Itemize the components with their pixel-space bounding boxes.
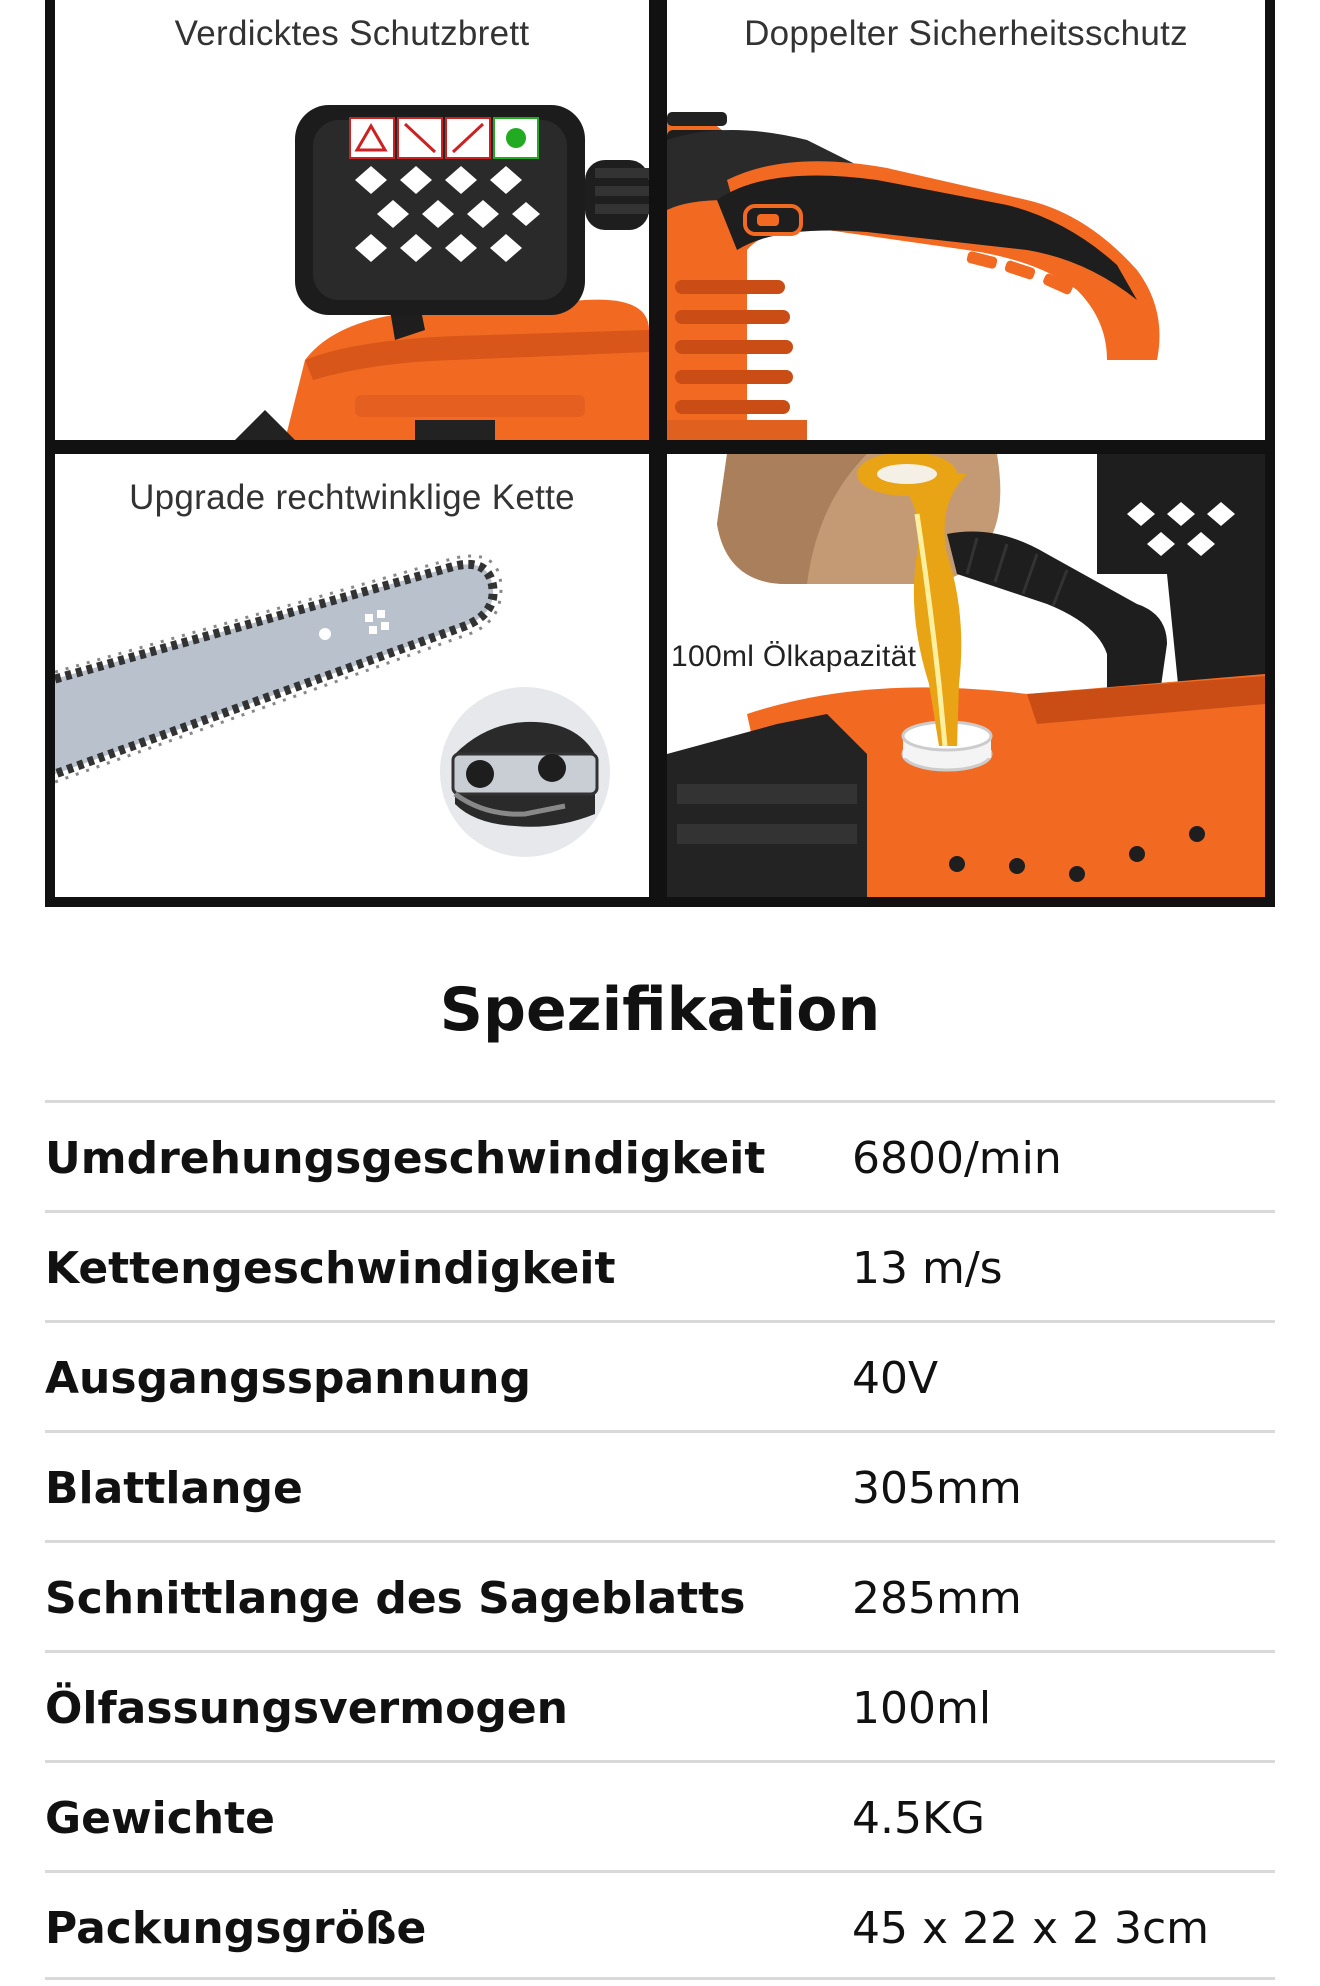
panel-oil-capacity	[667, 454, 1265, 897]
feature-image-grid	[45, 0, 1275, 907]
table-row	[45, 1210, 1275, 1320]
panel-double-safety	[667, 0, 1265, 440]
double-safety-illustration	[667, 0, 1265, 440]
panel-caption: Doppelter Sicherheitsschutz	[744, 14, 1188, 53]
spec-label: Kettengeschwindigkeit	[45, 1243, 616, 1294]
table-row	[45, 1760, 1275, 1870]
spec-value: 13 m/s	[852, 1243, 1003, 1294]
table-row	[45, 1650, 1275, 1760]
spec-label: Packungsgröße	[45, 1903, 427, 1954]
spec-value: 305mm	[852, 1463, 1022, 1514]
panel-caption: 100ml Ölkapazität	[671, 640, 917, 673]
spec-value: 40V	[852, 1353, 939, 1404]
specification-table	[45, 1100, 1275, 1980]
spec-value: 285mm	[852, 1573, 1022, 1624]
table-row	[45, 1870, 1275, 1980]
spec-value: 45 x 22 x 2 3cm	[852, 1903, 1210, 1954]
chain-illustration	[55, 454, 649, 897]
guard-board-illustration	[55, 0, 649, 440]
table-row	[45, 1430, 1275, 1540]
spec-label: Schnittlange des Sageblatts	[45, 1573, 746, 1624]
panel-caption: Upgrade rechtwinklige Kette	[129, 478, 575, 517]
panel-chain	[55, 454, 649, 897]
spec-label: Ausgangsspannung	[45, 1353, 531, 1404]
spec-label: Gewichte	[45, 1793, 275, 1844]
spec-label: Ölfassungsvermogen	[45, 1683, 568, 1734]
spec-label: Umdrehungsgeschwindigkeit	[45, 1133, 766, 1184]
panel-guard-board	[55, 0, 649, 440]
table-row	[45, 1540, 1275, 1650]
panel-caption: Verdicktes Schutzbrett	[174, 14, 530, 53]
oil-capacity-illustration	[667, 454, 1265, 897]
specification-title: Spezifikation	[439, 975, 881, 1045]
spec-value: 6800/min	[852, 1133, 1062, 1184]
spec-value: 100ml	[852, 1683, 992, 1734]
table-row	[45, 1320, 1275, 1430]
spec-label: Blattlange	[45, 1463, 303, 1514]
table-row	[45, 1100, 1275, 1210]
spec-value: 4.5KG	[852, 1793, 985, 1844]
